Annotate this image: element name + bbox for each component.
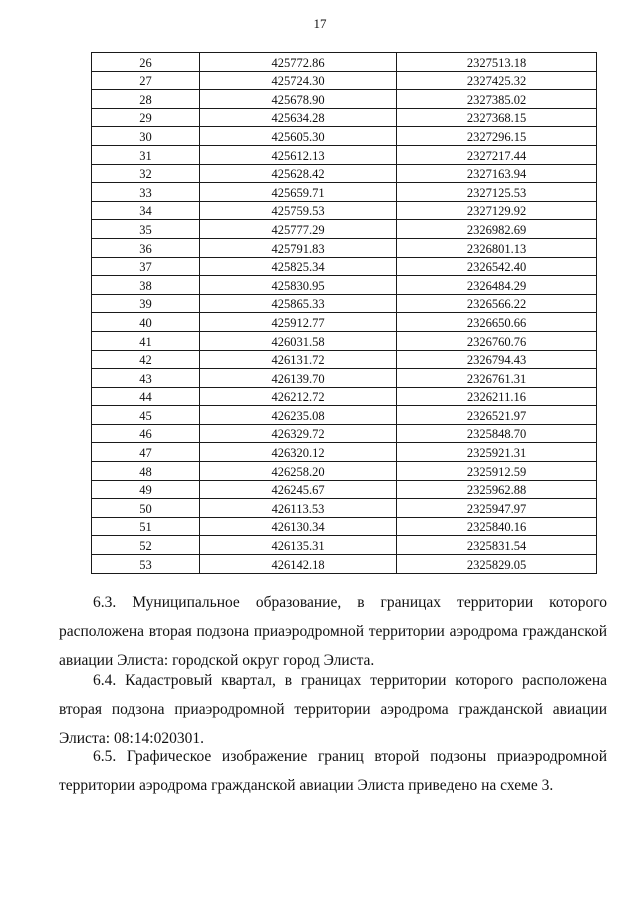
point-number-cell: 34 <box>92 201 200 220</box>
table-row <box>92 164 597 183</box>
page-number: 17 <box>313 16 327 31</box>
x-coordinate-cell: 425634.28 <box>200 108 397 127</box>
table-row <box>92 53 597 72</box>
coordinates-table-body <box>92 53 597 574</box>
x-coordinate-cell: 425825.34 <box>200 257 397 276</box>
table-row <box>92 331 597 350</box>
x-coordinate-cell: 426131.72 <box>200 350 397 369</box>
point-number-cell: 28 <box>92 90 200 109</box>
x-coordinate-cell: 426142.18 <box>200 555 397 574</box>
x-coordinate-cell: 425628.42 <box>200 164 397 183</box>
table-row <box>92 294 597 313</box>
point-number-cell: 53 <box>92 555 200 574</box>
point-number-cell: 49 <box>92 480 200 499</box>
point-number-cell: 35 <box>92 220 200 239</box>
y-coordinate-cell: 2327385.02 <box>397 90 597 109</box>
x-coordinate-cell: 426320.12 <box>200 443 397 462</box>
x-coordinate-cell: 425772.86 <box>200 53 397 72</box>
point-number-cell: 38 <box>92 276 200 295</box>
y-coordinate-cell: 2327129.92 <box>397 201 597 220</box>
point-number-cell: 51 <box>92 517 200 536</box>
x-coordinate-cell: 425724.30 <box>200 71 397 90</box>
table-row <box>92 145 597 164</box>
paragraph-6-4-text: 6.4. Кадастровый квартал, в границах территории которого расположена вторая подзона приаэродромной территории аэродрома гражданской авиации Элиста: 08:14:020301. <box>59 672 607 747</box>
point-number-cell: 50 <box>92 499 200 518</box>
y-coordinate-cell: 2327296.15 <box>397 127 597 146</box>
y-coordinate-cell: 2326760.76 <box>397 331 597 350</box>
paragraph-6-5 <box>59 742 607 800</box>
x-coordinate-cell: 426329.72 <box>200 424 397 443</box>
point-number-cell: 36 <box>92 238 200 257</box>
x-coordinate-cell: 426212.72 <box>200 387 397 406</box>
x-coordinate-cell: 425777.29 <box>200 220 397 239</box>
table-row <box>92 71 597 90</box>
table-row <box>92 406 597 425</box>
table-row <box>92 480 597 499</box>
table-row <box>92 387 597 406</box>
paragraph-6-5-text: 6.5. Графическое изображение границ второй подзоны приаэродромной территории аэродрома гражданской авиации Элиста приведено на схеме 3. <box>59 748 607 794</box>
y-coordinate-cell: 2327513.18 <box>397 53 597 72</box>
table-row <box>92 369 597 388</box>
y-coordinate-cell: 2325829.05 <box>397 555 597 574</box>
point-number-cell: 30 <box>92 127 200 146</box>
x-coordinate-cell: 426139.70 <box>200 369 397 388</box>
point-number-cell: 44 <box>92 387 200 406</box>
y-coordinate-cell: 2325848.70 <box>397 424 597 443</box>
table-row <box>92 108 597 127</box>
y-coordinate-cell: 2326794.43 <box>397 350 597 369</box>
point-number-cell: 33 <box>92 183 200 202</box>
y-coordinate-cell: 2327217.44 <box>397 145 597 164</box>
table-row <box>92 127 597 146</box>
table-row <box>92 462 597 481</box>
paragraph-6-3-text: 6.3. Муниципальное образование, в границах территории которого расположена вторая подзона приаэродромной территории аэродрома гражданской авиации Элиста: городской округ город Элиста. <box>59 594 607 669</box>
x-coordinate-cell: 426235.08 <box>200 406 397 425</box>
y-coordinate-cell: 2325962.88 <box>397 480 597 499</box>
point-number-cell: 29 <box>92 108 200 127</box>
x-coordinate-cell: 425612.13 <box>200 145 397 164</box>
paragraph-6-3 <box>59 588 607 675</box>
point-number-cell: 43 <box>92 369 200 388</box>
y-coordinate-cell: 2326521.97 <box>397 406 597 425</box>
table-row <box>92 536 597 555</box>
x-coordinate-cell: 426130.34 <box>200 517 397 536</box>
table-row <box>92 276 597 295</box>
y-coordinate-cell: 2325921.31 <box>397 443 597 462</box>
point-number-cell: 27 <box>92 71 200 90</box>
y-coordinate-cell: 2327368.15 <box>397 108 597 127</box>
y-coordinate-cell: 2325831.54 <box>397 536 597 555</box>
point-number-cell: 31 <box>92 145 200 164</box>
table-row <box>92 350 597 369</box>
point-number-cell: 40 <box>92 313 200 332</box>
x-coordinate-cell: 425605.30 <box>200 127 397 146</box>
table-row <box>92 499 597 518</box>
x-coordinate-cell: 425759.53 <box>200 201 397 220</box>
x-coordinate-cell: 425791.83 <box>200 238 397 257</box>
table-row <box>92 313 597 332</box>
table-row <box>92 238 597 257</box>
table-row <box>92 443 597 462</box>
table-row <box>92 183 597 202</box>
y-coordinate-cell: 2327125.53 <box>397 183 597 202</box>
table-row <box>92 517 597 536</box>
point-number-cell: 32 <box>92 164 200 183</box>
paragraph-6-4 <box>59 666 607 753</box>
table-row <box>92 201 597 220</box>
x-coordinate-cell: 425830.95 <box>200 276 397 295</box>
point-number-cell: 48 <box>92 462 200 481</box>
x-coordinate-cell: 426135.31 <box>200 536 397 555</box>
y-coordinate-cell: 2326982.69 <box>397 220 597 239</box>
y-coordinate-cell: 2325912.59 <box>397 462 597 481</box>
y-coordinate-cell: 2326484.29 <box>397 276 597 295</box>
point-number-cell: 26 <box>92 53 200 72</box>
x-coordinate-cell: 426031.58 <box>200 331 397 350</box>
x-coordinate-cell: 426258.20 <box>200 462 397 481</box>
point-number-cell: 47 <box>92 443 200 462</box>
y-coordinate-cell: 2325840.16 <box>397 517 597 536</box>
y-coordinate-cell: 2327425.32 <box>397 71 597 90</box>
x-coordinate-cell: 425912.77 <box>200 313 397 332</box>
x-coordinate-cell: 426113.53 <box>200 499 397 518</box>
point-number-cell: 42 <box>92 350 200 369</box>
table-row <box>92 424 597 443</box>
x-coordinate-cell: 425678.90 <box>200 90 397 109</box>
table-row <box>92 555 597 574</box>
point-number-cell: 41 <box>92 331 200 350</box>
point-number-cell: 37 <box>92 257 200 276</box>
y-coordinate-cell: 2326761.31 <box>397 369 597 388</box>
table-row <box>92 257 597 276</box>
point-number-cell: 52 <box>92 536 200 555</box>
x-coordinate-cell: 425865.33 <box>200 294 397 313</box>
y-coordinate-cell: 2326650.66 <box>397 313 597 332</box>
table-row <box>92 220 597 239</box>
point-number-cell: 46 <box>92 424 200 443</box>
y-coordinate-cell: 2326542.40 <box>397 257 597 276</box>
y-coordinate-cell: 2326566.22 <box>397 294 597 313</box>
x-coordinate-cell: 425659.71 <box>200 183 397 202</box>
y-coordinate-cell: 2326211.16 <box>397 387 597 406</box>
point-number-cell: 39 <box>92 294 200 313</box>
y-coordinate-cell: 2325947.97 <box>397 499 597 518</box>
y-coordinate-cell: 2326801.13 <box>397 238 597 257</box>
point-number-cell: 45 <box>92 406 200 425</box>
x-coordinate-cell: 426245.67 <box>200 480 397 499</box>
table-row <box>92 90 597 109</box>
y-coordinate-cell: 2327163.94 <box>397 164 597 183</box>
coordinates-table <box>91 52 597 574</box>
